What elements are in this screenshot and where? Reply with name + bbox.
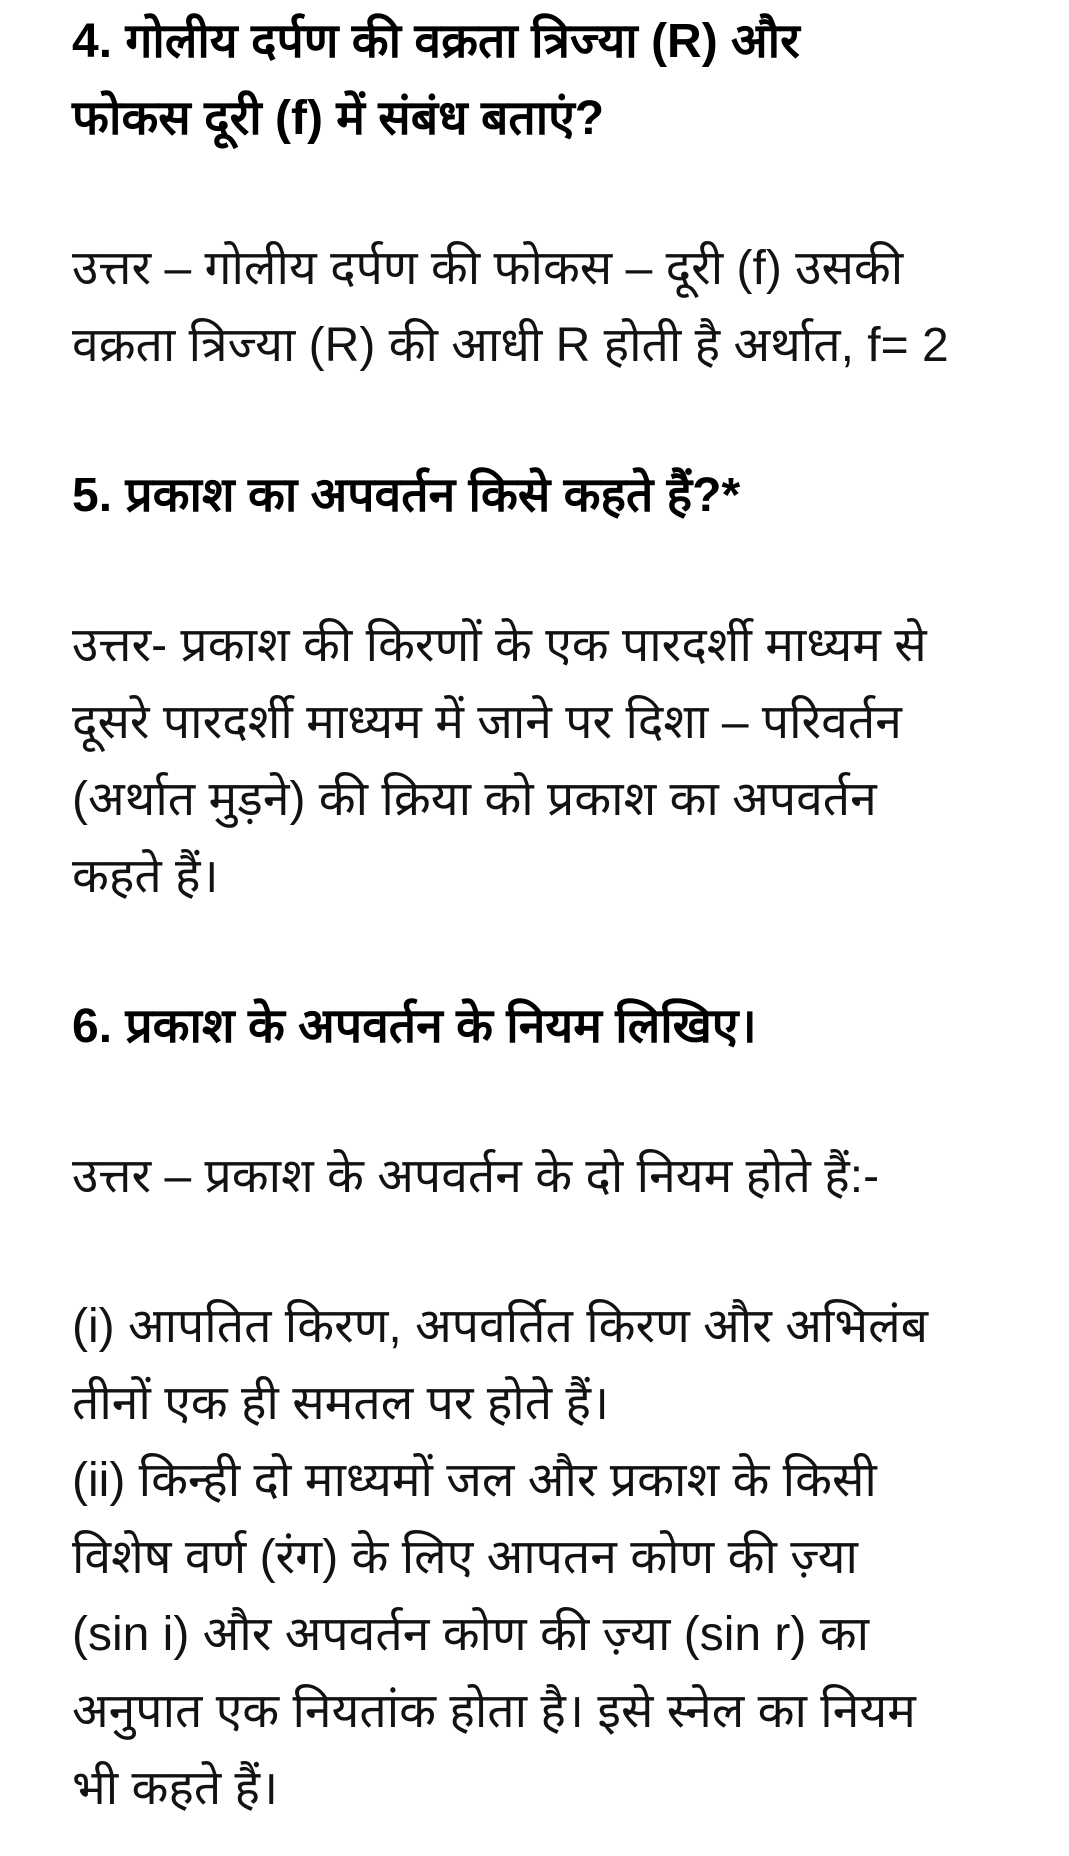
text-line: कहते हैं।	[72, 850, 219, 903]
text-line: 4. गोलीय दर्पण की वक्रता त्रिज्या (R) और	[72, 15, 800, 68]
question-heading-6	[72, 988, 1017, 1065]
text-line: 6. प्रकाश के अपवर्तन के नियम लिखिए।	[72, 1000, 757, 1053]
text-line: वक्रता त्रिज्या (R) की आधी R होती है अर्थात, f= 2	[72, 319, 949, 372]
text-line: अनुपात एक नियतांक होता है। इसे स्नेल का नियम	[72, 1685, 916, 1738]
text-line: फोकस दूरी (f) में संबंध बताएं?	[72, 92, 605, 145]
text-line: उत्तर- प्रकाश की किरणों के एक पारदर्शी माध्यम से	[72, 619, 927, 672]
text-line: विशेष वर्ण (रंग) के लिए आपतन कोण की ज़्या	[72, 1531, 858, 1584]
text-line: उत्तर – गोलीय दर्पण की फोकस – दूरी (f) उसकी	[72, 242, 904, 295]
text-line: (i) आपतित किरण, अपवर्तित किरण और अभिलंब	[72, 1300, 929, 1353]
answer-laws-list-6	[72, 1288, 1017, 1827]
text-line: तीनों एक ही समतल पर होते हैं।	[72, 1377, 610, 1430]
text-line: भी कहते हैं।	[72, 1762, 279, 1815]
text-line: (sin i) और अपवर्तन कोण की ज़्या (sin r) का	[72, 1608, 870, 1661]
answer-paragraph-5	[72, 607, 1017, 915]
text-line: (ii) किन्ही दो माध्यमों जल और प्रकाश के किसी	[72, 1454, 877, 1507]
text-line: उत्तर – प्रकाश के अपवर्तन के दो नियम होते हैं:-	[72, 1150, 880, 1203]
question-heading-4	[72, 3, 1017, 157]
answer-intro-6	[72, 1138, 1017, 1215]
answer-paragraph-4	[72, 230, 1017, 384]
text-line: (अर्थात मुड़ने) की क्रिया को प्रकाश का अपवर्तन	[72, 773, 877, 826]
question-heading-5	[72, 457, 1017, 534]
text-line: 5. प्रकाश का अपवर्तन किसे कहते हैं?*	[72, 469, 741, 522]
text-line: दूसरे पारदर्शी माध्यम में जाने पर दिशा – परिवर्तन	[72, 696, 902, 749]
